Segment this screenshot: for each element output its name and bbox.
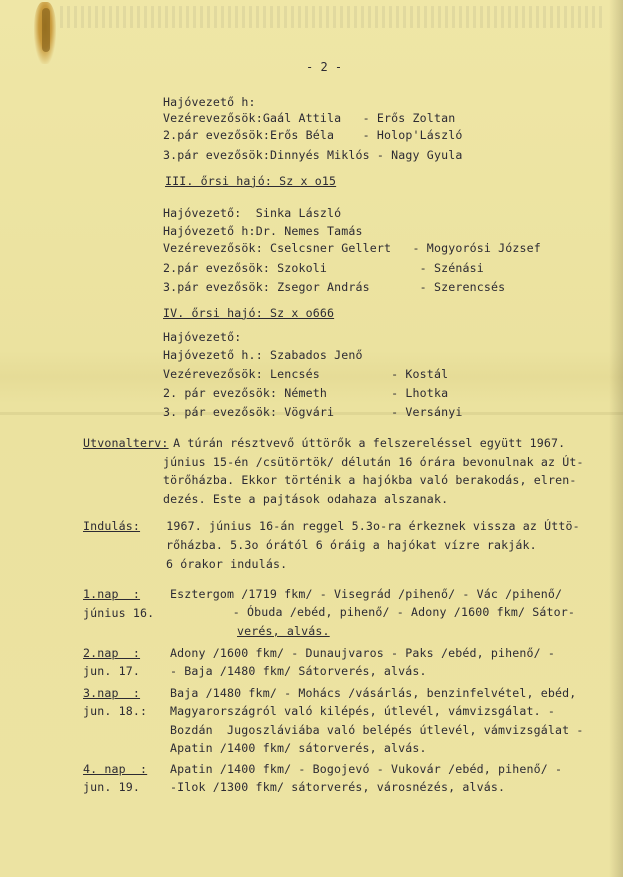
paper-top-smudge <box>60 6 605 28</box>
day2-line: - Baja /1480 fkm/ Sátorverés, alvás. <box>170 664 427 678</box>
day1-label: 1.nap : <box>83 587 141 601</box>
day3-date: jun. 18.: <box>83 704 148 718</box>
boat4-line: 2. pár evezősök: Németh - Lhotka <box>163 386 449 400</box>
boat3-heading: III. őrsi hajó: Sz x o15 <box>165 174 337 188</box>
route-line: törőházba. Ekkor történik a hajókba való berakodás, elren- <box>163 473 577 487</box>
day3-label: 3.nap : <box>83 686 141 700</box>
route-line: június 15-én /csütörtök/ délután 16 órára bevonulnak az Út- <box>163 455 584 469</box>
boat4-line: 3. pár evezősök: Vögvári - Versányi <box>163 405 463 419</box>
day1-date: június 16. <box>83 606 155 620</box>
day3-line: Baja /1480 fkm/ - Mohács /vásárlás, benzinfelvétel, ebéd, <box>170 686 577 700</box>
boat2-line: Hajóvezető h: <box>163 95 256 109</box>
day4-line: Apatin /1400 fkm/ - Bogojevó - Vukovár /ebéd, pihenő/ - <box>170 762 563 776</box>
boat2-line: Vezérevezősök:Gaál Attila - Erős Zoltan <box>163 111 456 125</box>
day2-label: 2.nap : <box>83 646 141 660</box>
day3-line: Apatin /1400 fkm/ sátorverés, alvás. <box>170 741 427 755</box>
route-label: Utvonalterv: <box>83 436 169 450</box>
day4-label: 4. nap : <box>83 762 148 776</box>
departure-line: rőházba. 5.3o órától 6 óráig a hajókat vízre rakják. <box>166 538 537 552</box>
day4-date: jun. 19. <box>83 780 141 794</box>
day3-line: Magyarországról való kilépés, útlevél, vámvizsgálat. - <box>170 704 556 718</box>
departure-line: 1967. június 16-án reggel 5.3o-ra érkeznek vissza az Úttö- <box>152 519 580 533</box>
day1-line: Esztergom /1719 fkm/ - Visegrád /pihenő/ - Vác /pihenő/ <box>170 587 563 601</box>
boat4-line: Hajóvezető: <box>163 330 242 344</box>
departure-line: 6 órakor indulás. <box>166 557 288 571</box>
boat3-line: Hajóvezető h:Dr. Nemes Tamás <box>163 224 363 238</box>
boat4-line: Vezérevezősök: Lencsés - Kostál <box>163 367 449 381</box>
staple-mark <box>42 8 50 52</box>
boat3-line: Hajóvezető: Sinka László <box>163 206 342 220</box>
day2-date: jun. 17. <box>83 664 141 678</box>
boat3-line: 3.pár evezősök: Zsegor András - Szerencsés <box>163 280 506 294</box>
boat4-line: Hajóvezető h.: Szabados Jenő <box>163 348 363 362</box>
boat2-line: 2.pár evezősök:Erős Béla - Holop'László <box>163 128 463 142</box>
page-number: - 2 - <box>306 60 343 74</box>
departure-label: Indulás: <box>83 519 141 533</box>
boat2-line: 3.pár evezősök:Dinnyés Miklós - Nagy Gyula <box>163 148 463 162</box>
boat4-heading: IV. őrsi hajó: Sz x o666 <box>163 306 335 320</box>
day1-line: verés, alvás. <box>237 624 330 638</box>
day1-line: - Óbuda /ebéd, pihenő/ - Adony /1600 fkm/ Sátor- <box>190 605 576 619</box>
day4-line: -Ilok /1300 fkm/ sátorverés, városnézés, alvás. <box>170 780 506 794</box>
boat3-line: 2.pár evezősök: Szokoli - Szénási <box>163 261 484 275</box>
day2-line: Adony /1600 fkm/ - Dunaujvaros - Paks /ebéd, pihenő/ - <box>170 646 556 660</box>
day3-line: Bozdán Jugoszláviába való belépés útlevél, vámvizsgálat - <box>170 723 584 737</box>
route-line: A túrán résztvevő úttörők a felszereléssel együtt 1967. <box>166 436 566 450</box>
paper-edge-shadow <box>609 0 623 877</box>
boat3-line: Vezérevezősök: Cselcsner Gellert - Mogyorósi József <box>163 241 541 255</box>
route-line: dezés. Este a pajtások odahaza alszanak. <box>163 492 449 506</box>
